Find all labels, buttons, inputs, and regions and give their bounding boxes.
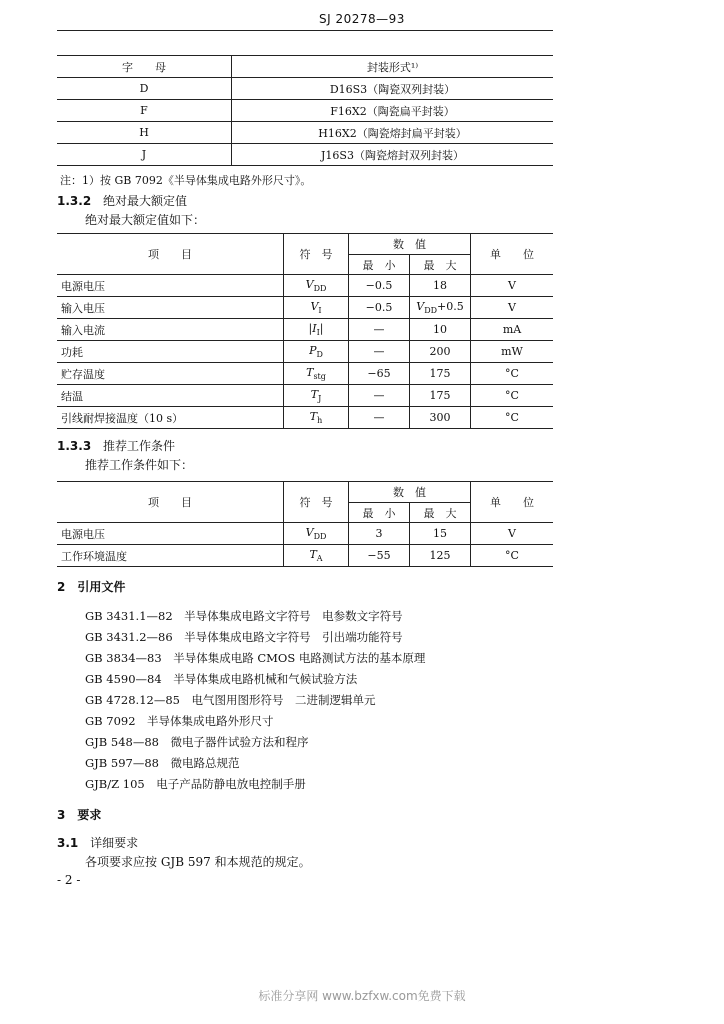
section-title: 推荐工作条件 [103,439,176,453]
cell-unit: V [471,523,554,545]
section-3-heading: 3 要求 [57,808,102,822]
package-table [57,55,553,166]
section-2-heading: 2 引用文件 [57,580,126,594]
table-header-row [57,482,553,503]
cell-unit: V [471,275,554,297]
header-max: 最 大 [410,255,471,275]
reference-item: GJB 597—88 微电路总规范 [85,756,240,770]
reference-item: GJB/Z 105 电子产品防静电放电控制手册 [85,777,306,791]
document-code: SJ 20278—93 [319,12,405,26]
watermark-footer: 标准分享网 www.bzfxw.com免费下载 [258,989,466,1003]
page-number: - 2 - [57,873,81,887]
header-min: 最 小 [349,503,410,523]
section-number: 1.3.3 [57,439,92,453]
table-header-row [57,56,553,78]
section-1-3-3-intro: 推荐工作条件如下： [85,458,194,472]
section-title: 绝对最大额定值 [103,194,188,208]
cell-symbol: $P_D$ [284,341,349,363]
cell-unit: °C [471,407,554,429]
cell-min: −0.5 [349,297,410,319]
cell-unit: °C [471,545,554,567]
absolute-max-table [57,233,553,429]
recommended-conditions-table [57,481,553,567]
cell-min: 3 [349,523,410,545]
table-row [57,275,553,297]
cell-package: J16S3（陶瓷熔封双列封装） [232,144,554,166]
header-value: 数 值 [349,482,471,503]
reference-item: GB 3431.1—82 半导体集成电路文字符号 电参数文字符号 [85,609,403,623]
reference-item: GB 7092 半导体集成电路外形尺寸 [85,714,274,728]
table-row [57,341,553,363]
table-row [57,319,553,341]
table-row [57,122,553,144]
cell-unit: mA [471,319,554,341]
header-value: 数 值 [349,234,471,255]
cell-symbol: $T_A$ [284,545,349,567]
table-row [57,545,553,567]
cell-item: 引线耐焊接温度（10 s） [57,407,284,429]
table-row [57,363,553,385]
cell-letter: F [57,100,232,122]
table-row [57,385,553,407]
header-unit: 单 位 [471,482,554,523]
header-symbol: 符 号 [284,482,349,523]
cell-item: 电源电压 [57,523,284,545]
section-1-3-2-intro: 绝对最大额定值如下： [85,213,206,227]
cell-item: 输入电压 [57,297,284,319]
cell-max: 15 [410,523,471,545]
cell-package: D16S3（陶瓷双列封装） [232,78,554,100]
cell-max: 18 [410,275,471,297]
header-max: 最 大 [410,503,471,523]
cell-letter: J [57,144,232,166]
cell-symbol: $T_h$ [284,407,349,429]
reference-item: GB 3431.2—86 半导体集成电路文字符号 引出端功能符号 [85,630,403,644]
cell-min: −65 [349,363,410,385]
package-note: 注：1）按 GB 7092《半导体集成电路外形尺寸》。 [60,174,312,187]
cell-min: −0.5 [349,275,410,297]
cell-max: 125 [410,545,471,567]
section-1-3-2-heading [57,192,187,209]
cell-max: 175 [410,363,471,385]
section-title: 详细要求 [90,836,139,850]
cell-max: 175 [410,385,471,407]
cell-item: 工作环境温度 [57,545,284,567]
header-min: 最 小 [349,255,410,275]
cell-min: — [349,407,410,429]
cell-min: — [349,319,410,341]
cell-letter: H [57,122,232,144]
cell-package: H16X2（陶瓷熔封扁平封装） [232,122,554,144]
cell-min: — [349,385,410,407]
table-row [57,144,553,166]
cell-item: 贮存温度 [57,363,284,385]
table-row [57,407,553,429]
header-symbol: 符 号 [284,234,349,275]
cell-item: 电源电压 [57,275,284,297]
cell-symbol: $T_J$ [284,385,349,407]
table-header-row [57,234,553,255]
table-row [57,297,553,319]
section-3-1-text: 各项要求应按 GJB 597 和本规范的规定。 [85,855,311,869]
reference-item: GJB 548—88 微电子器件试验方法和程序 [85,735,309,749]
section-3-1-heading [57,834,138,851]
header-letter: 字 母 [57,56,232,78]
cell-symbol: $V_I$ [284,297,349,319]
cell-unit: °C [471,363,554,385]
header-package: 封装形式¹⁾ [232,56,554,78]
section-number: 1.3.2 [57,194,92,208]
header-item: 项 目 [57,234,284,275]
cell-unit: mW [471,341,554,363]
cell-min: — [349,341,410,363]
section-1-3-3-heading [57,437,175,454]
cell-max: 300 [410,407,471,429]
table-row [57,100,553,122]
cell-item: 输入电流 [57,319,284,341]
cell-unit: V [471,297,554,319]
cell-max: $V_{DD}+0.5$ [410,297,471,319]
cell-item: 结温 [57,385,284,407]
cell-max: 200 [410,341,471,363]
header-rule [57,30,553,31]
header-item: 项 目 [57,482,284,523]
cell-symbol: $V_{DD}$ [284,275,349,297]
cell-min: −55 [349,545,410,567]
reference-item: GB 4728.12—85 电气图用图形符号 二进制逻辑单元 [85,693,376,707]
cell-symbol: $V_{DD}$ [284,523,349,545]
cell-symbol: $|I_I|$ [284,319,349,341]
cell-package: F16X2（陶瓷扁平封装） [232,100,554,122]
cell-symbol: $T_{stg}$ [284,363,349,385]
cell-letter: D [57,78,232,100]
reference-item: GB 3834—83 半导体集成电路 CMOS 电路测试方法的基本原理 [85,651,426,665]
section-number: 3.1 [57,836,79,850]
cell-unit: °C [471,385,554,407]
cell-max: 10 [410,319,471,341]
table-row [57,78,553,100]
cell-item: 功耗 [57,341,284,363]
reference-item: GB 4590—84 半导体集成电路机械和气候试验方法 [85,672,358,686]
table-row [57,523,553,545]
header-unit: 单 位 [471,234,554,275]
